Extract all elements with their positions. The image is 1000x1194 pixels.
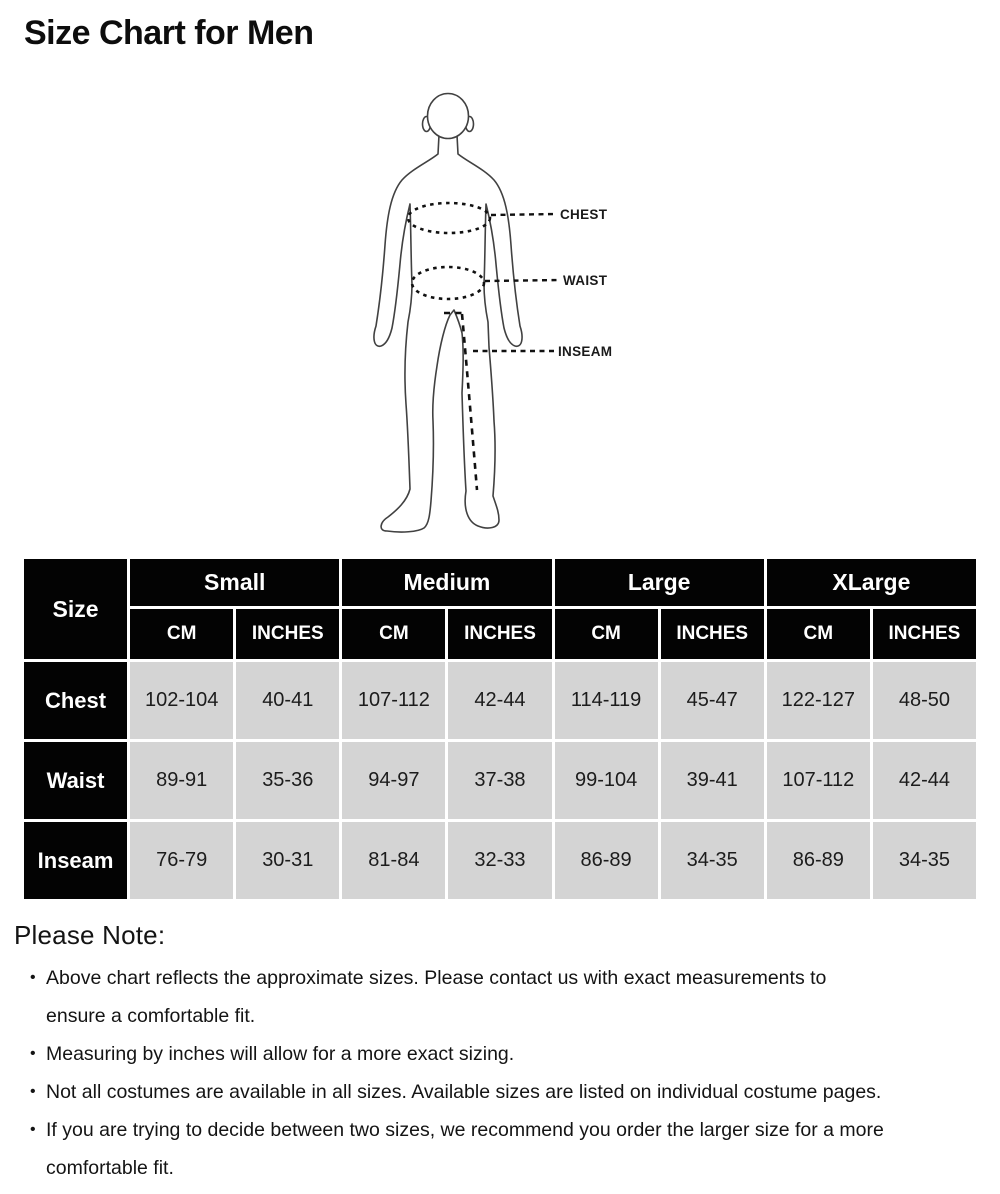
- chest-medium-inches: 42-44: [448, 662, 551, 739]
- inseam-medium-inches: 32-33: [448, 822, 551, 899]
- unit-header-cm: CM: [555, 609, 658, 659]
- waist-figure-label: WAIST: [563, 273, 608, 288]
- table-row-inseam: [24, 822, 976, 899]
- waist-measure-ellipse: [412, 267, 484, 299]
- inseam-xlarge-inches: 34-35: [873, 822, 976, 899]
- inseam-large-inches: 34-35: [661, 822, 764, 899]
- body-outline-figure: [360, 85, 650, 545]
- note-item: [14, 1111, 986, 1187]
- chest-large-inches: 45-47: [661, 662, 764, 739]
- notes-heading: Please Note:: [14, 920, 166, 950]
- bullet-icon: •: [30, 1045, 36, 1062]
- inseam-xlarge-cm: 86-89: [767, 822, 870, 899]
- note-item: [14, 1073, 986, 1111]
- note-item: [14, 959, 986, 1035]
- inseam-medium-cm: 81-84: [342, 822, 445, 899]
- note-item: [14, 1035, 986, 1073]
- table-row-chest: [24, 662, 976, 739]
- size-group-header-row: [24, 559, 976, 606]
- note-line: Above chart reflects the approximate sizes. Please contact us with exact measurements to: [46, 967, 827, 989]
- unit-header-inches: INCHES: [873, 609, 976, 659]
- note-line: comfortable fit.: [46, 1157, 174, 1179]
- bullet-icon: •: [30, 969, 36, 986]
- size-group-large: Large: [555, 559, 764, 606]
- chest-figure-label: CHEST: [560, 207, 608, 222]
- inseam-figure-label: INSEAM: [558, 344, 613, 359]
- row-header-waist: Waist: [24, 742, 127, 819]
- unit-header-row: [24, 609, 976, 659]
- body-silhouette: [374, 135, 522, 532]
- size-corner-header: Size: [24, 559, 127, 659]
- chest-leader-line: [491, 214, 557, 215]
- chest-small-cm: 102-104: [130, 662, 233, 739]
- waist-small-cm: 89-91: [130, 742, 233, 819]
- note-line: If you are trying to decide between two sizes, we recommend you order the larger size for a more: [46, 1119, 884, 1141]
- unit-header-inches: INCHES: [661, 609, 764, 659]
- unit-header-cm: CM: [342, 609, 445, 659]
- size-group-medium: Medium: [342, 559, 551, 606]
- head-shape: [428, 94, 469, 139]
- unit-header-inches: INCHES: [448, 609, 551, 659]
- chest-small-inches: 40-41: [236, 662, 339, 739]
- row-header-inseam: Inseam: [24, 822, 127, 899]
- waist-leader-line: [485, 280, 560, 281]
- chest-large-cm: 114-119: [555, 662, 658, 739]
- waist-large-cm: 99-104: [555, 742, 658, 819]
- unit-header-cm: CM: [767, 609, 870, 659]
- inseam-small-inches: 30-31: [236, 822, 339, 899]
- notes-section: [14, 920, 986, 1187]
- row-header-chest: Chest: [24, 662, 127, 739]
- chest-medium-cm: 107-112: [342, 662, 445, 739]
- inseam-measure-line: [444, 313, 477, 490]
- note-text: [46, 1035, 986, 1073]
- waist-large-inches: 39-41: [661, 742, 764, 819]
- table-row-waist: [24, 742, 976, 819]
- waist-medium-cm: 94-97: [342, 742, 445, 819]
- note-text: [46, 959, 986, 1035]
- size-group-small: Small: [130, 559, 339, 606]
- size-table: [21, 556, 979, 902]
- inseam-large-cm: 86-89: [555, 822, 658, 899]
- unit-header-inches: INCHES: [236, 609, 339, 659]
- bullet-icon: •: [30, 1121, 36, 1138]
- waist-xlarge-cm: 107-112: [767, 742, 870, 819]
- chest-measure-ellipse: [408, 203, 490, 233]
- note-line: ensure a comfortable fit.: [46, 1005, 256, 1027]
- waist-xlarge-inches: 42-44: [873, 742, 976, 819]
- size-group-xlarge: XLarge: [767, 559, 976, 606]
- page-title: Size Chart for Men: [24, 14, 314, 52]
- note-line: Not all costumes are available in all sizes. Available sizes are listed on individual costume pages.: [46, 1081, 882, 1103]
- note-text: [46, 1111, 986, 1187]
- chest-xlarge-inches: 48-50: [873, 662, 976, 739]
- unit-header-cm: CM: [130, 609, 233, 659]
- bullet-icon: •: [30, 1083, 36, 1100]
- waist-medium-inches: 37-38: [448, 742, 551, 819]
- note-text: [46, 1073, 986, 1111]
- inseam-small-cm: 76-79: [130, 822, 233, 899]
- note-line: Measuring by inches will allow for a more exact sizing.: [46, 1043, 515, 1065]
- chest-xlarge-cm: 122-127: [767, 662, 870, 739]
- waist-small-inches: 35-36: [236, 742, 339, 819]
